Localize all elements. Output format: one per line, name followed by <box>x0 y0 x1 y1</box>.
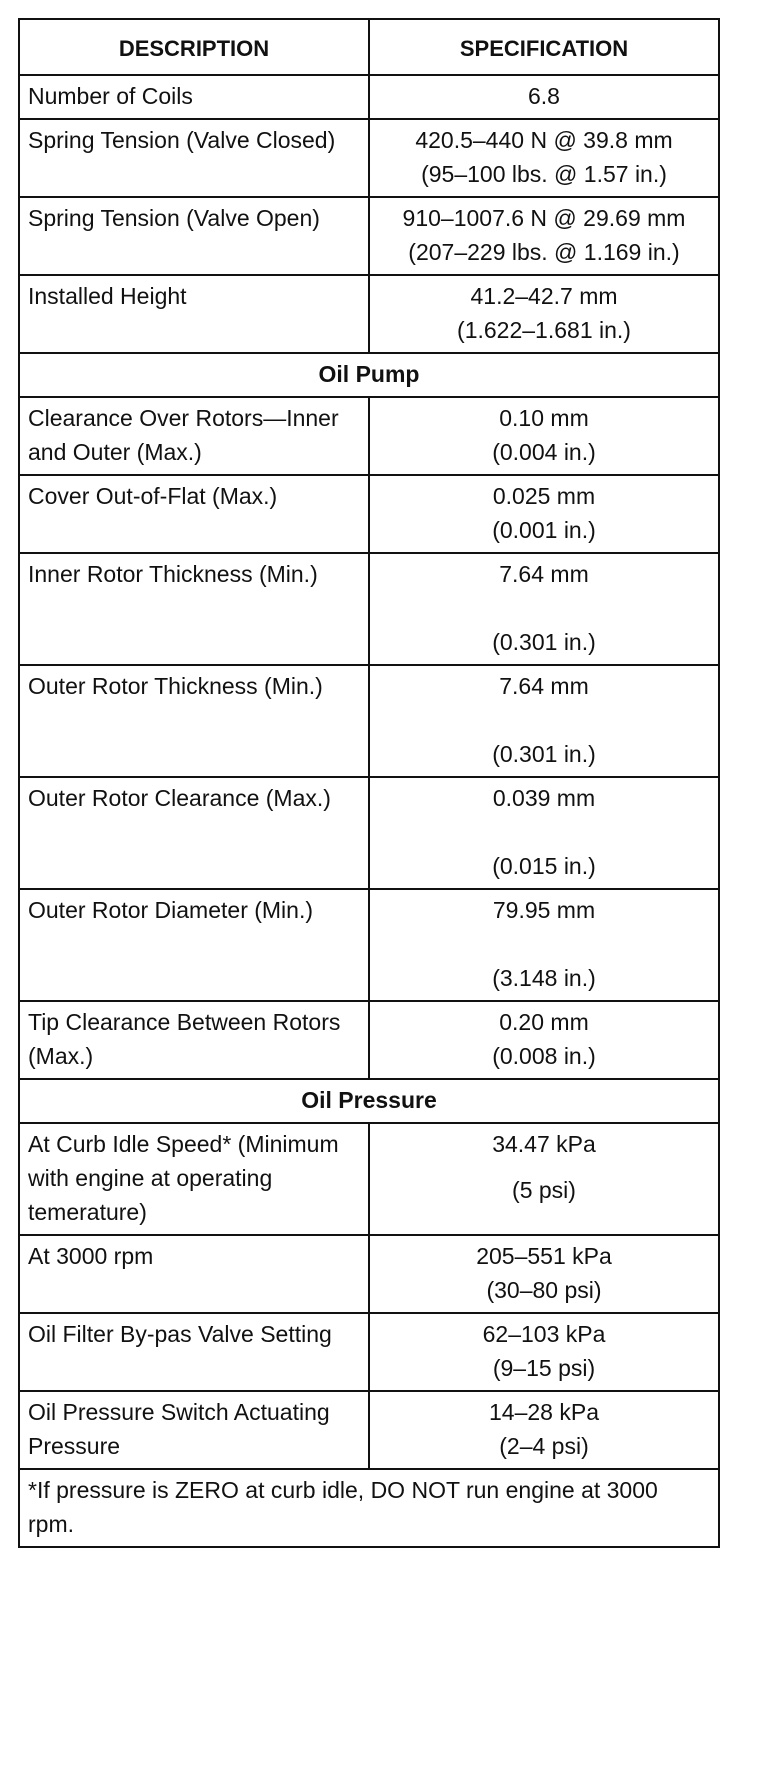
table-row <box>19 1235 719 1313</box>
table-row <box>19 777 719 889</box>
spec-imperial: (1.622–1.681 in.) <box>457 317 631 343</box>
table-row <box>19 275 719 353</box>
spec-imperial: (0.301 in.) <box>492 629 596 655</box>
row-spec <box>369 889 719 1001</box>
table-row <box>19 397 719 475</box>
spacer <box>378 591 710 625</box>
row-spec <box>369 475 719 553</box>
footnote-row <box>19 1469 719 1547</box>
spec-metric: 0.20 mm <box>499 1009 589 1035</box>
row-spec <box>369 1391 719 1469</box>
row-spec <box>369 777 719 889</box>
spec-metric: 0.10 mm <box>499 405 589 431</box>
row-description: Cover Out-of-Flat (Max.) <box>19 475 369 553</box>
header-description: DESCRIPTION <box>19 19 369 75</box>
row-description: Clearance Over Rotors—Inner and Outer (Max.) <box>19 397 369 475</box>
row-spec <box>369 119 719 197</box>
header-specification: SPECIFICATION <box>369 19 719 75</box>
spec-imperial: (3.148 in.) <box>492 965 596 991</box>
row-description: Oil Filter By-pas Valve Setting <box>19 1313 369 1391</box>
spec-metric: 34.47 kPa <box>492 1131 596 1157</box>
row-description: Spring Tension (Valve Open) <box>19 197 369 275</box>
spec-metric: 7.64 mm <box>499 561 589 587</box>
row-spec <box>369 1001 719 1079</box>
row-description: Inner Rotor Thickness (Min.) <box>19 553 369 665</box>
spec-imperial: (95–100 lbs. @ 1.57 in.) <box>421 161 667 187</box>
row-spec <box>369 1235 719 1313</box>
spec-imperial: (0.001 in.) <box>492 517 596 543</box>
section-row-oil-pressure <box>19 1079 719 1123</box>
spec-metric: 420.5–440 N @ 39.8 mm <box>415 127 673 153</box>
spec-metric: 0.025 mm <box>492 483 596 509</box>
table-header-row <box>19 19 719 75</box>
row-description: Outer Rotor Clearance (Max.) <box>19 777 369 889</box>
spec-imperial: (207–229 lbs. @ 1.169 in.) <box>408 239 680 265</box>
row-spec <box>369 397 719 475</box>
row-spec <box>369 197 719 275</box>
row-spec <box>369 553 719 665</box>
spec-metric: 62–103 kPa <box>482 1321 606 1347</box>
row-spec-metric: 6.8 <box>369 75 719 119</box>
spec-imperial: (30–80 psi) <box>486 1277 602 1303</box>
spec-metric: 14–28 kPa <box>489 1399 599 1425</box>
table-row <box>19 119 719 197</box>
spacer <box>378 703 710 737</box>
table-row <box>19 665 719 777</box>
table-row <box>19 553 719 665</box>
table-row <box>19 1123 719 1235</box>
spec-metric: 0.039 mm <box>492 785 596 811</box>
section-row-oil-pump <box>19 353 719 397</box>
section-title-oil-pump: Oil Pump <box>19 353 719 397</box>
row-spec <box>369 1123 719 1235</box>
spec-imperial: (0.015 in.) <box>492 853 596 879</box>
table-row <box>19 475 719 553</box>
row-description: At 3000 rpm <box>19 1235 369 1313</box>
spec-imperial: (5 psi) <box>512 1177 576 1203</box>
table-row <box>19 1313 719 1391</box>
spec-sheet <box>18 18 718 1548</box>
footnote: *If pressure is ZERO at curb idle, DO NOT run engine at 3000 rpm. <box>19 1469 719 1547</box>
row-spec <box>369 275 719 353</box>
table-row <box>19 75 719 119</box>
row-description: Installed Height <box>19 275 369 353</box>
table-row <box>19 1001 719 1079</box>
spec-imperial: (0.008 in.) <box>492 1043 596 1069</box>
spec-imperial: (9–15 psi) <box>492 1355 596 1381</box>
row-description: At Curb Idle Speed* (Minimum with engine at operating temerature) <box>19 1123 369 1235</box>
row-description: Outer Rotor Thickness (Min.) <box>19 665 369 777</box>
table-row <box>19 1391 719 1469</box>
spec-metric: 79.95 mm <box>492 897 596 923</box>
spec-metric: 7.64 mm <box>499 673 589 699</box>
row-description: Outer Rotor Diameter (Min.) <box>19 889 369 1001</box>
row-description: Number of Coils <box>19 75 369 119</box>
spacer <box>378 815 710 849</box>
row-description: Tip Clearance Between Rotors (Max.) <box>19 1001 369 1079</box>
section-title-oil-pressure: Oil Pressure <box>19 1079 719 1123</box>
row-description: Oil Pressure Switch Actuating Pressure <box>19 1391 369 1469</box>
spec-imperial: (2–4 psi) <box>499 1433 589 1459</box>
spec-imperial: (0.301 in.) <box>492 741 596 767</box>
row-spec <box>369 1313 719 1391</box>
specification-table <box>18 18 720 1548</box>
spacer <box>378 927 710 961</box>
row-description: Spring Tension (Valve Closed) <box>19 119 369 197</box>
row-spec <box>369 665 719 777</box>
spec-metric: 910–1007.6 N @ 29.69 mm <box>402 205 686 231</box>
table-row <box>19 197 719 275</box>
spec-imperial: (0.004 in.) <box>492 439 596 465</box>
spec-metric: 205–551 kPa <box>476 1243 612 1269</box>
spec-metric: 41.2–42.7 mm <box>470 283 618 309</box>
table-row <box>19 889 719 1001</box>
